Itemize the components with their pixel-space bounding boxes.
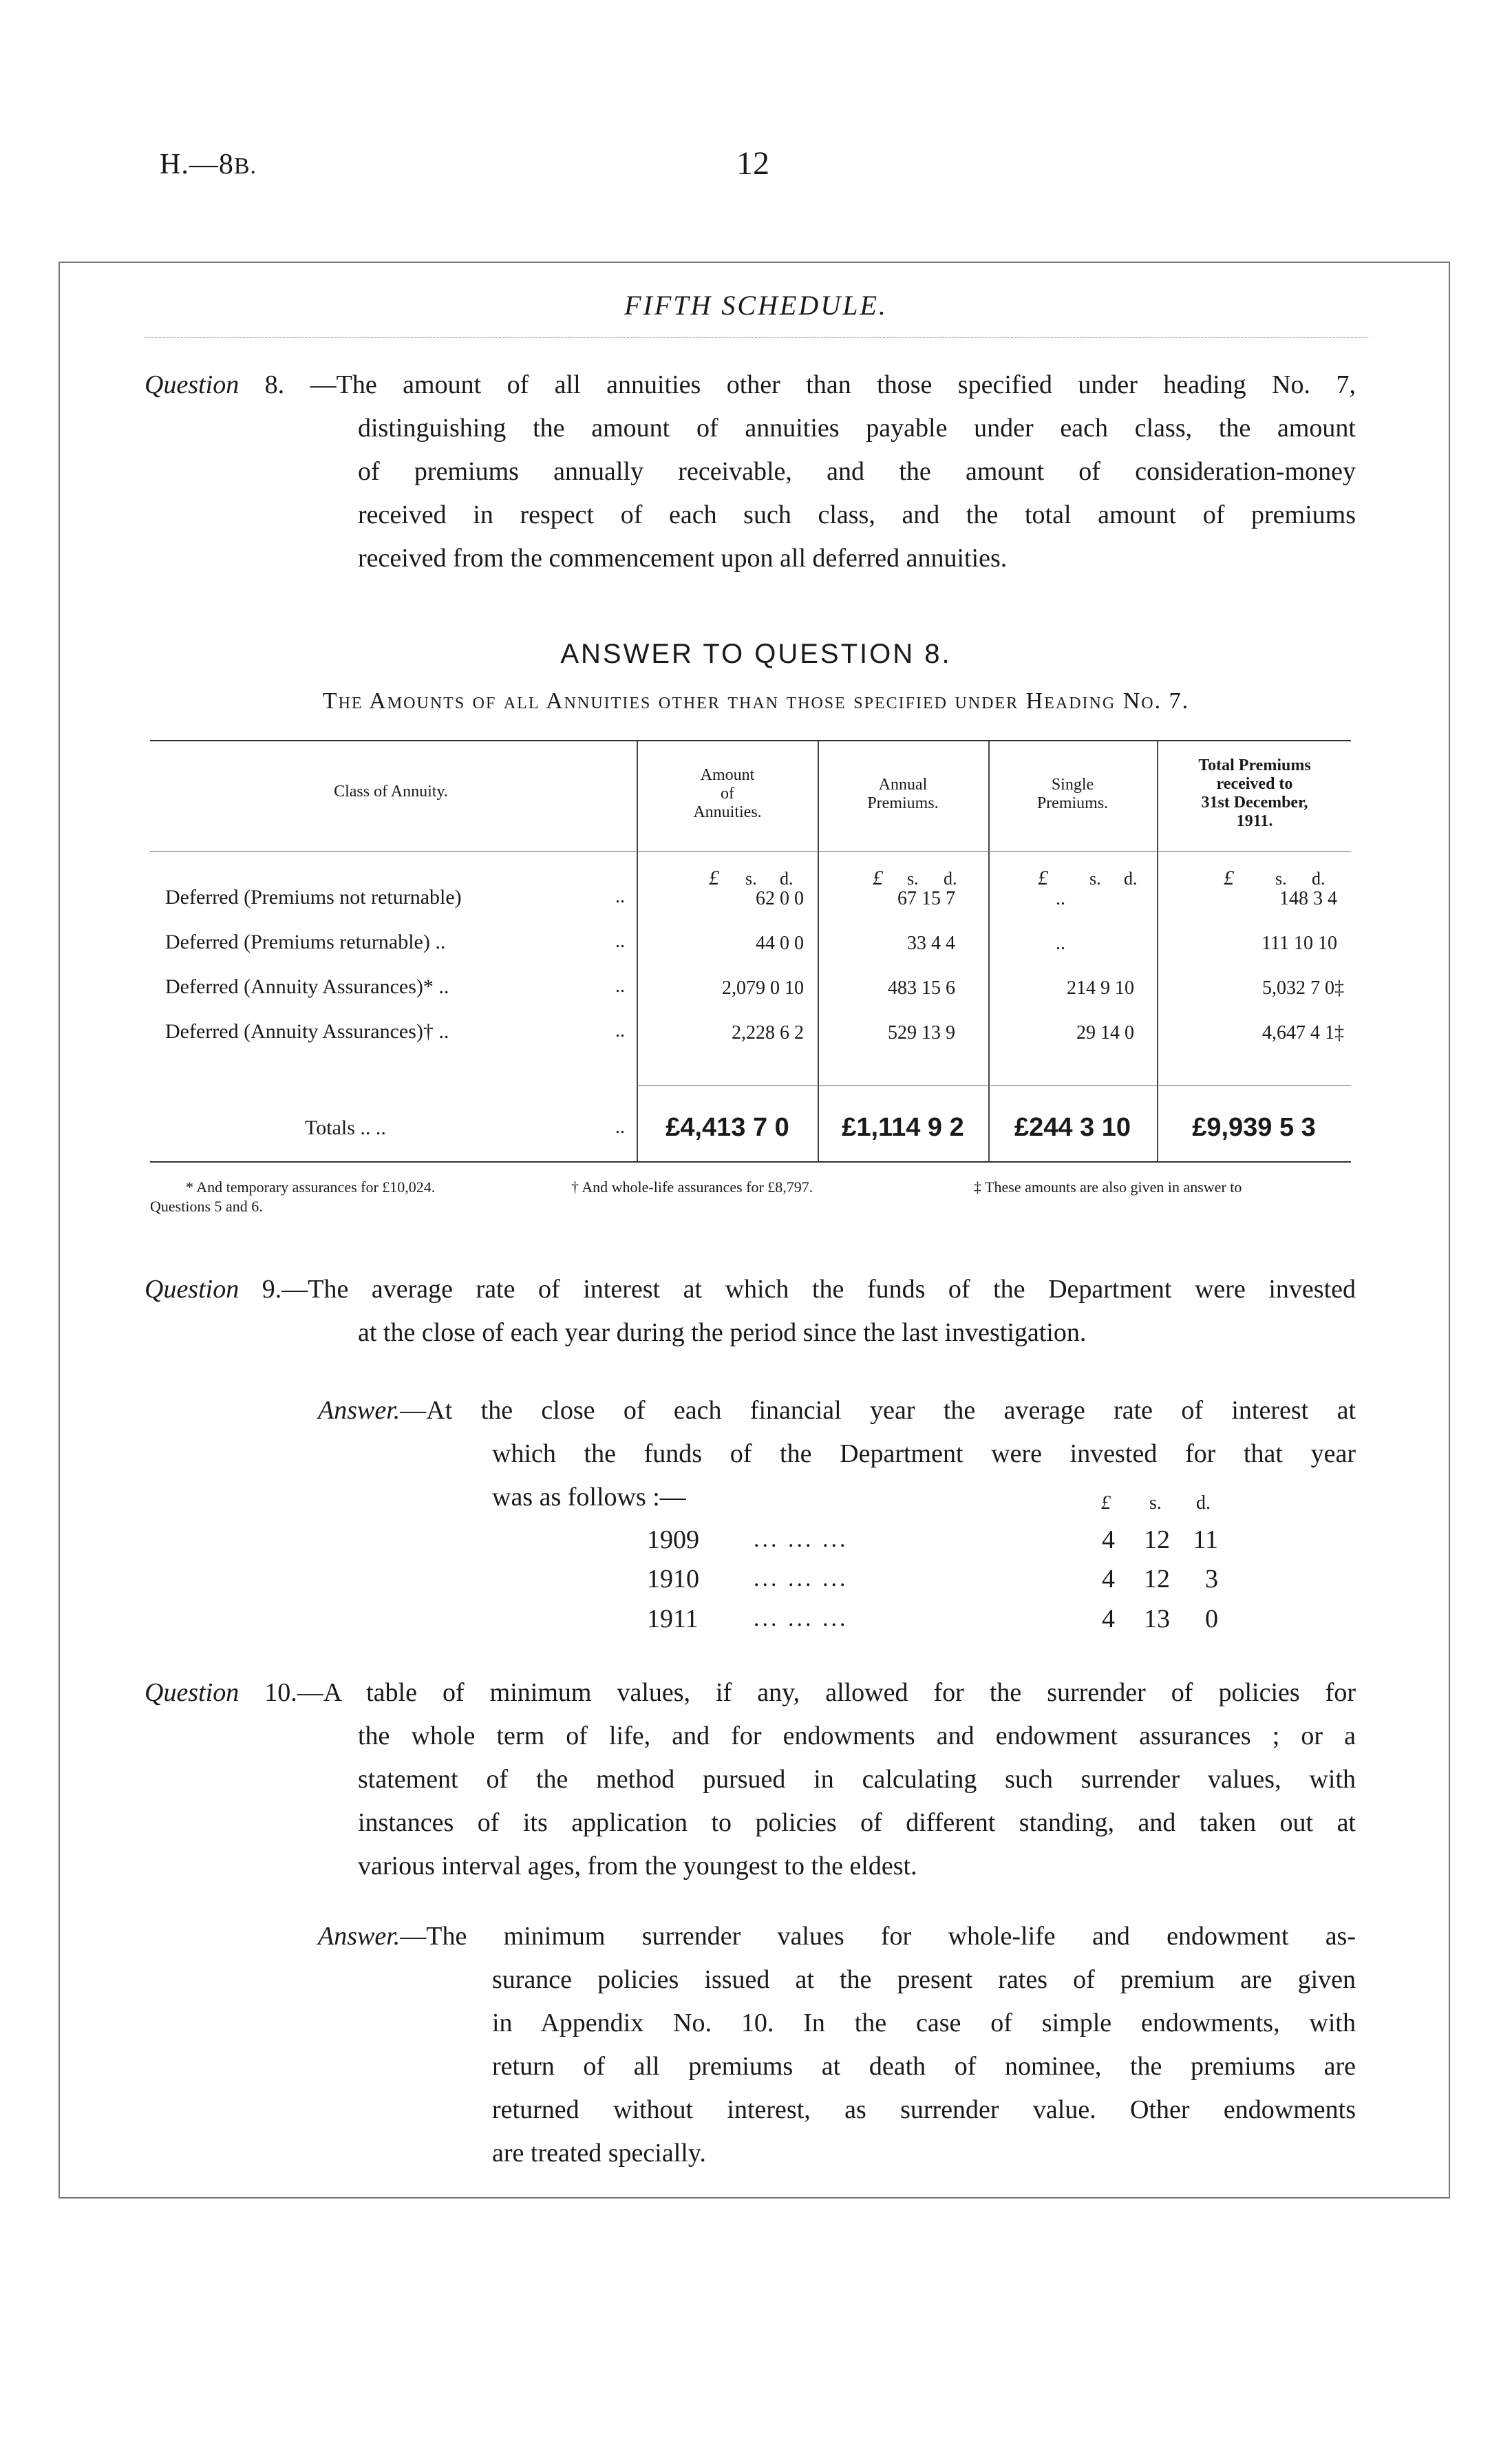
unit-shillings: s. [745, 869, 757, 889]
unit-shillings: s. [1275, 869, 1287, 889]
header-annual: Annual Premiums. [867, 776, 939, 812]
rate-year: 1909 [647, 1525, 699, 1554]
row-label: Deferred (Annuity Assurances)* .. [165, 975, 449, 998]
rate-unit-shillings: s. [1149, 1492, 1162, 1514]
row-dots: .. [615, 975, 625, 997]
annuities-table [150, 740, 1351, 1163]
unit-pound: £ [1038, 867, 1048, 889]
rate-dots: ... ... ... [754, 1606, 849, 1631]
answer10-line-6: are treated specially. [492, 2139, 706, 2168]
cell-total: 111 10 10 [1261, 933, 1337, 954]
cell-annual: 483 15 6 [888, 977, 955, 999]
cell-single: 29 14 0 [1076, 1022, 1134, 1044]
answer10-line-3: in Appendix No. 10. In the case of simple endowments, with [492, 2009, 1356, 2037]
column-rule [637, 741, 638, 1161]
answer8-title: ANSWER TO QUESTION 8. [560, 639, 952, 669]
cell-amount: 2,228 6 2 [732, 1022, 804, 1044]
rate-unit-pound: £ [1101, 1492, 1111, 1514]
cell-annual: 33 4 4 [907, 933, 955, 954]
question10-line-1: Question 10.—A table of minimum values, if any, allowed for the surrender of policies for [145, 1678, 1356, 1707]
cell-amount: 44 0 0 [756, 933, 804, 954]
answer10-line-5: returned without interest, as surrender value. Other endowments [492, 2095, 1356, 2124]
rate-year: 1910 [647, 1565, 699, 1593]
unit-pence: d. [780, 869, 794, 889]
question8-line-4: received in respect of each such class, and the total amount of premiums [358, 500, 1356, 529]
question10-line-4: instances of its application to policies of different standing, and taken out at [358, 1808, 1356, 1837]
answer10-label: Answer. [318, 1922, 401, 1951]
row-label: Deferred (Premiums returnable) .. [165, 931, 446, 953]
question9-line-1: Question 9.—The average rate of interest at which the funds of the Department were invested [145, 1275, 1356, 1304]
question10-line-2: the whole term of life, and for endowments and endowment assurances ; or a [358, 1722, 1356, 1750]
cell-single: 214 9 10 [1067, 977, 1134, 999]
question8-line-3: of premiums annually receivable, and the amount of consideration-money [358, 457, 1356, 486]
footnote-dagger: † And whole-life assurances for £8,797. [571, 1178, 813, 1196]
question10-line-3: statement of the method pursued in calculating such surrender values, with [358, 1765, 1356, 1794]
rate-dots: ... ... ... [754, 1566, 849, 1591]
question10-label: Question [145, 1678, 239, 1707]
question8-label: Question [145, 370, 239, 399]
rate-shillings: 12 [1144, 1565, 1170, 1593]
answer10-line-2: surance policies issued at the present rates of premium are given [492, 1965, 1356, 1994]
answer9-line-2: which the funds of the Department were invested for that year [492, 1439, 1356, 1468]
rate-shillings: 13 [1144, 1604, 1170, 1633]
unit-shillings: s. [907, 869, 919, 889]
header-total: Total Premiums received to 31st December, 1911. [1198, 756, 1311, 830]
rate-year: 1911 [647, 1604, 699, 1633]
document-reference [160, 148, 257, 181]
rate-pounds: 4 [1102, 1525, 1115, 1554]
total-single: £244 3 10 [1014, 1113, 1131, 1142]
row-dots: .. [615, 1020, 625, 1041]
unit-pence: d. [1312, 869, 1325, 889]
total-amount: £4,413 7 0 [666, 1113, 789, 1142]
cell-single: .. [1056, 888, 1065, 909]
question9-line-2: at the close of each year during the period since the last investigation. [358, 1318, 1087, 1347]
unit-pence: d. [944, 869, 957, 889]
row-dots: .. [615, 886, 625, 907]
cell-single: .. [1056, 933, 1065, 954]
question10-line-5: various interval ages, from the youngest to the eldest. [358, 1852, 917, 1881]
question9-label: Question [145, 1275, 239, 1304]
rate-unit-pence: d. [1196, 1492, 1211, 1514]
page-number: 12 [736, 145, 769, 182]
answer9-label: Answer. [318, 1396, 401, 1425]
rate-pence: 0 [1205, 1604, 1218, 1633]
header-amount: Amount of Annuities. [693, 766, 762, 821]
cell-total: 4,647 4 1‡ [1262, 1022, 1344, 1044]
header-rule [150, 851, 1351, 852]
cell-amount: 62 0 0 [756, 888, 804, 909]
row-dots: .. [615, 931, 625, 952]
cell-total: 5,032 7 0‡ [1262, 977, 1344, 999]
ref-main: H.—8 [160, 149, 234, 180]
row-label: Deferred (Annuity Assurances)† .. [165, 1020, 449, 1043]
unit-shillings: s. [1089, 869, 1101, 889]
rate-pence: 3 [1205, 1565, 1218, 1593]
header-single: Single Premiums. [1036, 776, 1109, 812]
unit-pound: £ [1224, 867, 1234, 889]
unit-pound: £ [709, 867, 719, 889]
cell-annual: 529 13 9 [888, 1022, 955, 1044]
header-class: Class of Annuity. [334, 783, 448, 801]
cell-amount: 2,079 0 10 [722, 977, 804, 999]
rate-shillings: 12 [1144, 1525, 1170, 1554]
cell-annual: 67 15 7 [897, 888, 955, 909]
rate-pounds: 4 [1102, 1565, 1115, 1593]
ref-suffix: B. [233, 153, 257, 179]
answer9-line-3: was as follows :— [492, 1483, 686, 1512]
footnote-double-dagger-continued: Questions 5 and 6. [150, 1198, 263, 1215]
footnote-star: * And temporary assurances for £10,024. [186, 1178, 436, 1196]
rate-pence: 11 [1193, 1525, 1218, 1554]
answer10-line-1: Answer.—The minimum surrender values for whole-life and endowment as- [318, 1922, 1356, 1951]
total-annual: £1,114 9 2 [842, 1113, 964, 1142]
answer9-line-1: Answer.—At the close of each financial year the average rate of interest at [318, 1396, 1356, 1425]
title-rule [145, 337, 1370, 338]
answer10-line-4: return of all premiums at death of nominee, the premiums are [492, 2052, 1356, 2081]
totals-label: Totals .. .. [305, 1116, 386, 1139]
rate-dots: ... ... ... [754, 1527, 849, 1552]
schedule-title: FIFTH SCHEDULE. [624, 290, 888, 321]
rate-pounds: 4 [1102, 1604, 1115, 1633]
total-total: £9,939 5 3 [1192, 1113, 1316, 1142]
totals-rule [637, 1085, 1351, 1086]
unit-pound: £ [873, 867, 883, 889]
question8-line-1: Question 8. —The amount of all annuities other than those specified under heading No. 7, [145, 370, 1356, 399]
cell-total: 148 3 4 [1279, 888, 1337, 909]
table-caption: The Amounts of all Annuities other than those specified under Heading No. 7. [322, 688, 1190, 714]
unit-pence: d. [1124, 869, 1138, 889]
question8-line-5: received from the commencement upon all deferred annuities. [358, 544, 1008, 573]
row-label: Deferred (Premiums not returnable) [165, 886, 462, 909]
footnote-double-dagger: ‡ These amounts are also given in answer to [974, 1178, 1242, 1196]
totals-dots: .. [615, 1116, 625, 1138]
question8-line-2: distinguishing the amount of annuities payable under each class, the amount [358, 414, 1356, 443]
